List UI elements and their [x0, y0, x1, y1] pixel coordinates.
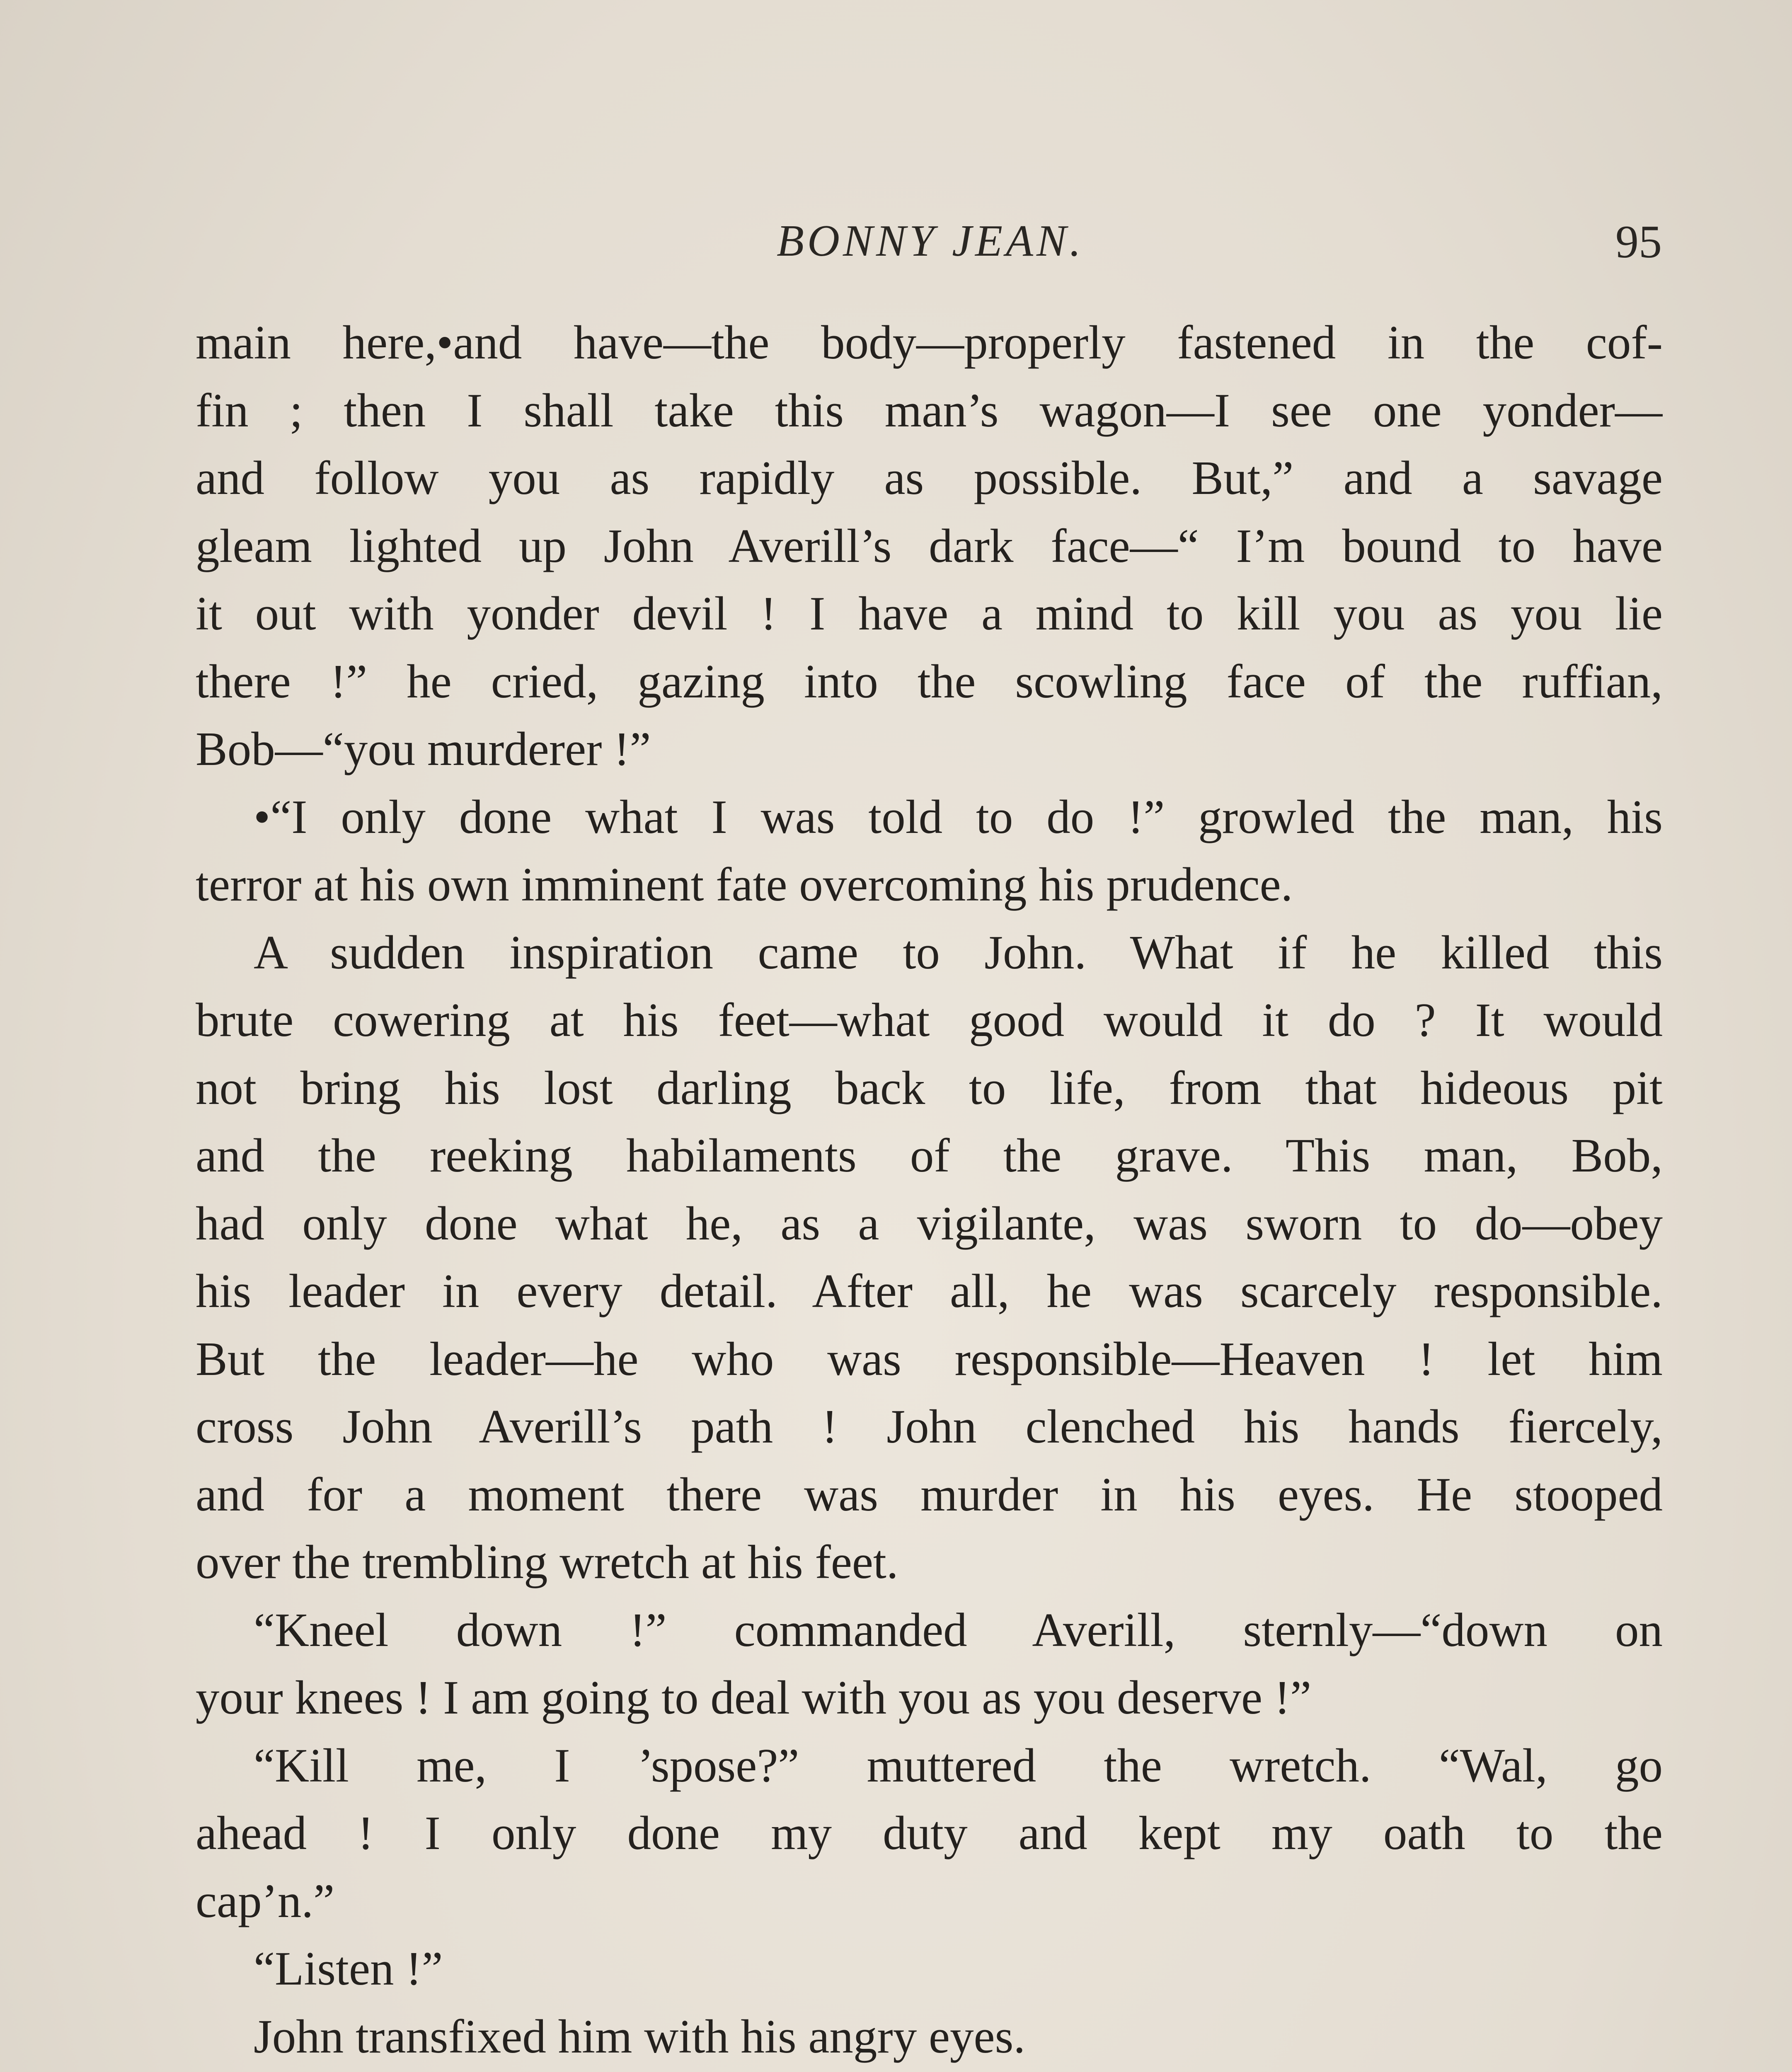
text-line: “Listen !”: [254, 1942, 443, 1995]
text-line: had only done what he, as a vigilante, was sworn to do—obey: [196, 1197, 1663, 1250]
body-text: [196, 309, 1663, 2072]
text-line: But the leader—he who was responsible—Heaven ! let him: [196, 1332, 1663, 1385]
text-line: and for a moment there was murder in his eyes. He stooped: [196, 1468, 1663, 1521]
text-line: “Kneel down !” commanded Averill, sternly—“down on: [254, 1603, 1663, 1656]
text-line: fin ; then I shall take this man’s wagon—I see one yonder—: [196, 384, 1663, 437]
running-head: BONNY JEAN.: [776, 216, 1084, 266]
text-line: cross John Averill’s path ! John clenched his hands fiercely,: [196, 1400, 1663, 1453]
text-line: Bob—“you murderer !”: [196, 723, 651, 775]
text-line: ahead ! I only done my duty and kept my oath to the: [196, 1807, 1663, 1859]
text-line: there !” he cried, gazing into the scowling face of the ruffian,: [196, 655, 1663, 708]
page-header: [199, 215, 1662, 282]
text-line: [196, 2070, 1663, 2072]
text-line: not bring his lost darling back to life, from that hideous pit: [196, 1061, 1663, 1114]
text-line: over the trembling wretch at his feet.: [196, 1536, 898, 1588]
text-line: main here,•and have—the body—properly fastened in the cof-: [196, 316, 1663, 369]
text-line: cap’n.”: [196, 1874, 335, 1927]
text-line: your knees ! I am going to deal with you as you deserve !”: [196, 1671, 1312, 1724]
page-number: 95: [1615, 216, 1662, 268]
text-line: and the reeking habilaments of the grave. This man, Bob,: [196, 1129, 1663, 1182]
text-line: gleam lighted up John Averill’s dark face—“ I’m bound to have: [196, 519, 1663, 572]
text-line: it out with yonder devil ! I have a mind to kill you as you lie: [196, 587, 1663, 640]
text-line: terror at his own imminent fate overcoming his prudence.: [196, 858, 1293, 911]
text-line: •“I only done what I was told to do !” growled the man, his: [254, 790, 1663, 843]
text-line: “Kill me, I ’spose?” muttered the wretch. “Wal, go: [254, 1739, 1663, 1792]
text-line: A sudden inspiration came to John. What if he killed this: [254, 926, 1663, 979]
text-line: his leader in every detail. After all, he was scarcely responsible.: [196, 1265, 1663, 1317]
text-line: brute cowering at his feet—what good would it do ? It would: [196, 994, 1663, 1046]
text-line: and follow you as rapidly as possible. But,” and a savage: [196, 452, 1663, 504]
text-line: John transfixed him with his angry eyes.: [254, 2010, 1026, 2063]
